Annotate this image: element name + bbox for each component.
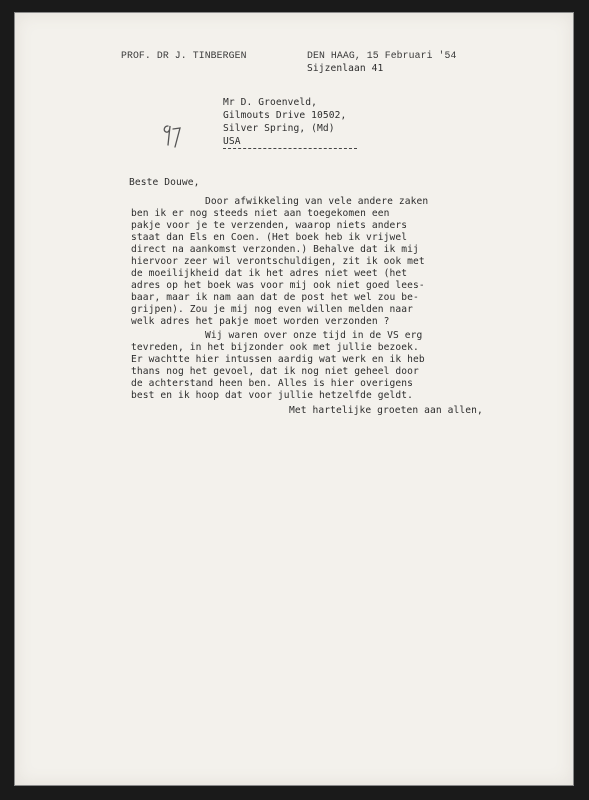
closing: Met hartelijke groeten aan allen,: [289, 405, 483, 416]
letter-sheet: [14, 12, 574, 786]
addressee-line-2: Gilmouts Drive 10502,: [223, 110, 347, 121]
addressee-line-4: USA: [223, 136, 241, 147]
paragraph1-line-6: hiervoor zeer wil verontschuldigen, zit ik ook met: [131, 256, 425, 267]
paragraph1-line-9: baar, maar ik nam aan dat de post het wel zou be-: [131, 292, 419, 303]
addressee-line-3: Silver Spring, (Md): [223, 123, 335, 134]
pencil-annotation-icon: [161, 123, 183, 149]
paragraph1-line-3: pakje voor je te verzenden, waarop niets anders: [131, 220, 408, 231]
paragraph1-line-10: grijpen). Zou je mij nog even willen melden naar: [131, 304, 414, 315]
paragraph2-line-2: tevreden, in het bijzonder ook met jullie bezoek.: [131, 342, 419, 353]
paragraph2-line-5: de achterstand heen ben. Alles is hier overigens: [131, 378, 414, 389]
paragraph1-line-11: welk adres het pakje moet worden verzonden ?: [131, 316, 390, 327]
paragraph1-line-4: staat dan Els en Coen. (Het boek heb ik vrijwel: [131, 232, 408, 243]
address-underline: [223, 148, 357, 150]
paragraph2-line-3: Er wachtte hier intussen aardig wat werk en ik heb: [131, 354, 425, 365]
paragraph2-line-6: best en ik hoop dat voor jullie hetzelfde geldt.: [131, 390, 414, 401]
salutation: Beste Douwe,: [129, 177, 200, 188]
paragraph1-line-1: Door afwikkeling van vele andere zaken: [205, 196, 429, 207]
sender-name: PROF. DR J. TINBERGEN: [121, 50, 247, 61]
paragraph1-line-2: ben ik er nog steeds niet aan toegekomen een: [131, 208, 390, 219]
sender-street: Sijzenlaan 41: [307, 63, 384, 74]
paragraph2-line-1: Wij waren over onze tijd in de VS erg: [205, 330, 423, 341]
addressee-line-1: Mr D. Groenveld,: [223, 97, 318, 108]
paragraph1-line-8: adres op het boek was voor mij ook niet goed lees-: [131, 280, 425, 291]
paragraph1-line-5: direct na aankomst verzonden.) Behalve dat ik mij: [131, 244, 419, 255]
paragraph1-line-7: de moeilijkheid dat ik het adres niet weet (het: [131, 268, 408, 279]
place-date: DEN HAAG, 15 Februari '54: [307, 50, 457, 61]
paragraph2-line-4: thans nog het gevoel, dat ik nog niet geheel door: [131, 366, 419, 377]
